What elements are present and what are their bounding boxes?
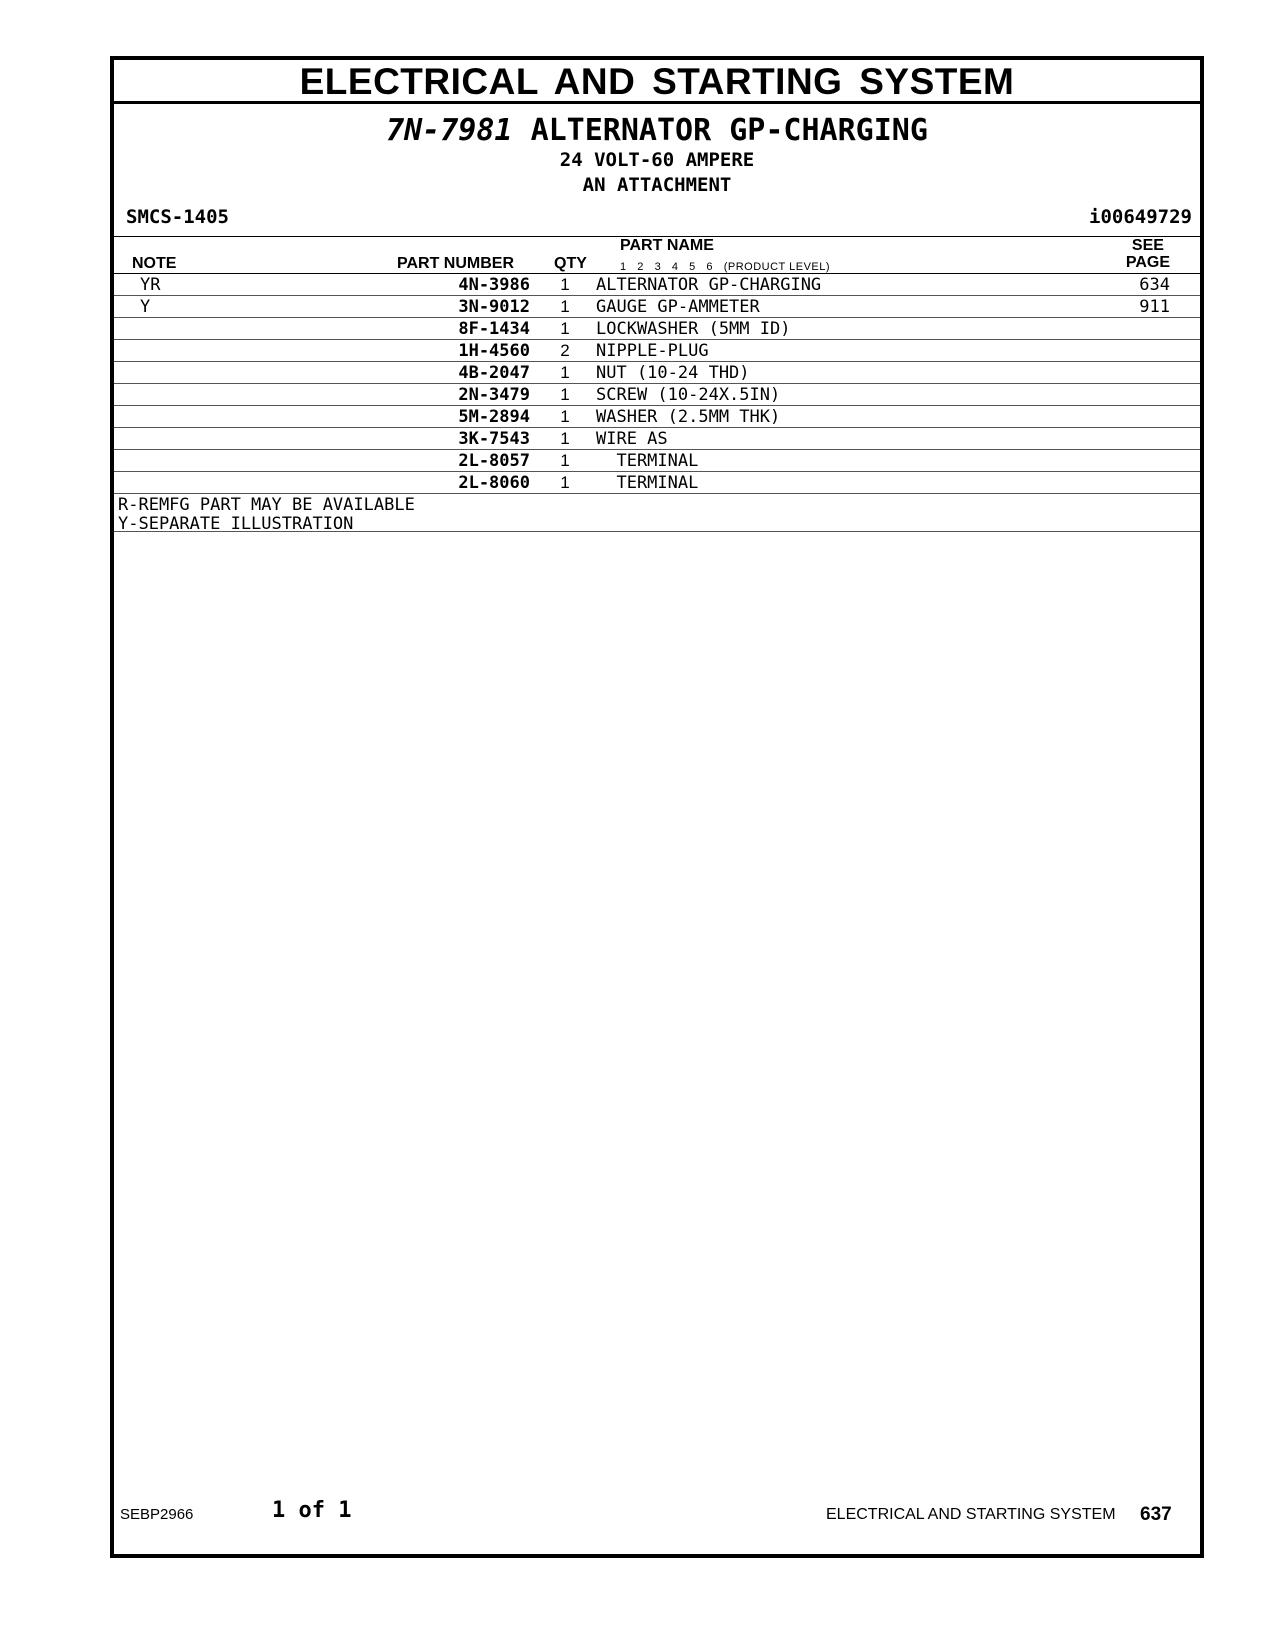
footer-doc-id: SEBP2966 <box>120 1506 194 1523</box>
group-header <box>114 114 1200 198</box>
header-see: SEE <box>1131 237 1164 254</box>
table-row <box>114 384 1200 406</box>
group-title <box>114 114 1200 148</box>
table-row <box>114 472 1200 494</box>
row-part-number: 4B-2047 <box>458 363 530 383</box>
table-row <box>114 318 1200 340</box>
row-part-name: NIPPLE-PLUG <box>596 341 709 361</box>
smcs-code: SMCS-1405 <box>126 206 229 228</box>
row-part-name: WASHER (2.5MM THK) <box>596 407 781 427</box>
table-row <box>114 274 1200 296</box>
header-see-page <box>1126 237 1170 271</box>
group-subtitle-1: 24 VOLT-60 AMPERE <box>559 149 755 171</box>
info-id: i00649729 <box>1089 206 1192 228</box>
row-qty: 1 <box>560 297 570 316</box>
row-part-name: GAUGE GP-AMMETER <box>596 297 760 317</box>
table-row <box>114 296 1200 318</box>
row-note: Y <box>140 297 151 317</box>
row-part-number: 2L-8060 <box>458 473 530 493</box>
row-qty: 1 <box>560 385 570 404</box>
footer-page-number: 637 <box>1140 1504 1172 1525</box>
row-part-name: ALTERNATOR GP-CHARGING <box>596 275 822 295</box>
row-qty: 1 <box>560 275 570 294</box>
header-part-number: PART NUMBER <box>396 255 514 272</box>
header-page: PAGE <box>1125 254 1170 271</box>
meta-row <box>114 206 1200 236</box>
table-row <box>114 340 1200 362</box>
row-qty: 2 <box>560 341 570 360</box>
row-qty: 1 <box>560 407 570 426</box>
note-y-legend: Y-SEPARATE ILLUSTRATION <box>118 514 354 534</box>
row-part-number: 2L-8057 <box>458 451 530 471</box>
row-part-name: NUT (10-24 THD) <box>596 363 750 383</box>
parts-table-body <box>114 274 1200 494</box>
row-part-name: LOCKWASHER (5MM ID) <box>596 319 791 339</box>
header-qty: QTY <box>554 255 587 272</box>
row-part-name: SCREW (10-24X.5IN) <box>596 385 781 405</box>
table-row <box>114 450 1200 472</box>
row-part-number: 3K-7543 <box>458 429 530 449</box>
header-note: NOTE <box>132 255 177 272</box>
parts-page-frame <box>110 56 1204 1558</box>
footer-page-of: 1 of 1 <box>272 1498 352 1523</box>
row-qty: 1 <box>560 319 570 338</box>
row-part-number: 1H-4560 <box>458 341 530 361</box>
section-title: ELECTRICAL AND STARTING SYSTEM <box>114 60 1200 104</box>
row-part-number: 8F-1434 <box>458 319 530 339</box>
row-part-name: WIRE AS <box>596 429 668 449</box>
row-note: YR <box>140 275 161 295</box>
parts-table-header <box>114 236 1200 274</box>
row-qty: 1 <box>560 451 570 470</box>
note-r-legend: R-REMFG PART MAY BE AVAILABLE <box>118 495 415 515</box>
row-part-number: 3N-9012 <box>458 297 530 317</box>
row-qty: 1 <box>560 473 570 492</box>
row-qty: 1 <box>560 363 570 382</box>
table-row <box>114 406 1200 428</box>
group-subtitle-2: AN ATTACHMENT <box>582 174 732 196</box>
header-product-levels: 1 2 3 4 5 6 (PRODUCT LEVEL) <box>620 261 831 273</box>
row-part-number: 5M-2894 <box>458 407 530 427</box>
table-row <box>114 362 1200 384</box>
table-row <box>114 428 1200 450</box>
group-part-number: 7N-7981 <box>386 113 513 148</box>
row-qty: 1 <box>560 429 570 448</box>
row-part-number: 4N-3986 <box>458 275 530 295</box>
row-see-page: 634 <box>1139 275 1170 295</box>
row-part-number: 2N-3479 <box>458 385 530 405</box>
row-see-page: 911 <box>1139 297 1170 317</box>
page-footer <box>0 1492 1275 1532</box>
row-part-name: TERMINAL <box>596 451 699 471</box>
notes-legend <box>114 494 1200 532</box>
header-part-name: PART NAME <box>620 237 714 254</box>
footer-title: ELECTRICAL AND STARTING SYSTEM <box>826 1506 1116 1523</box>
group-name: ALTERNATOR GP-CHARGING <box>530 113 928 148</box>
row-part-name: TERMINAL <box>596 473 699 493</box>
